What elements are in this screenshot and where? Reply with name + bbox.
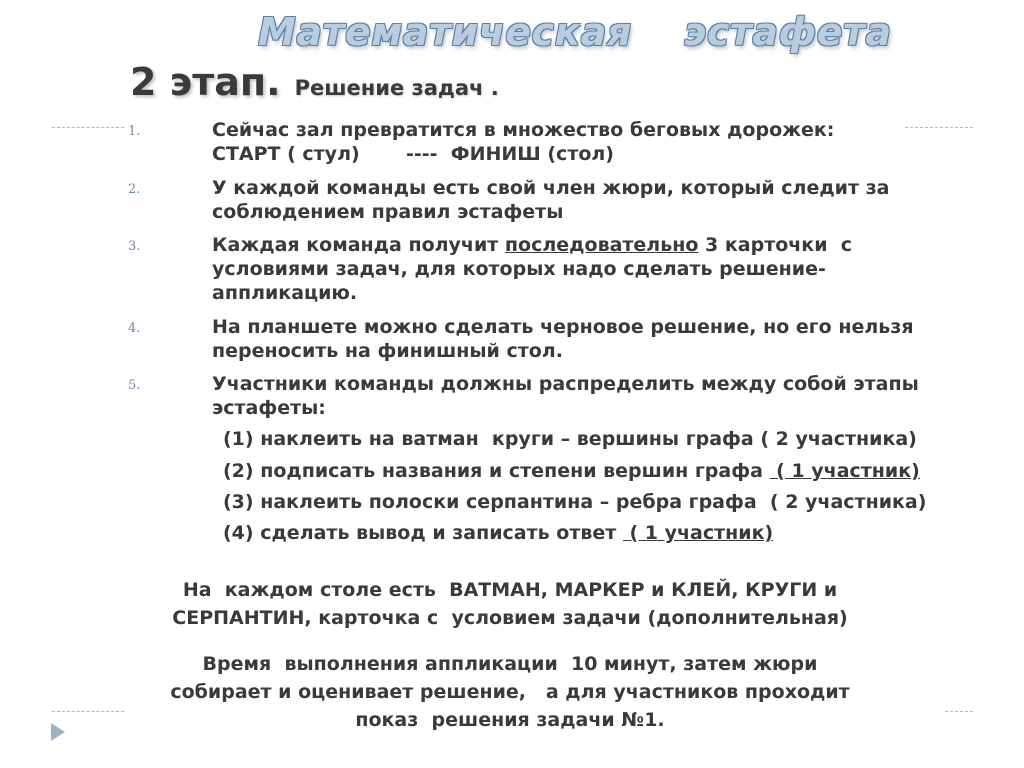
list-line: переносить на финишный стол. [212,340,563,362]
list-text [212,176,1012,224]
list-line: соблюдением правил эстафеты [212,201,564,223]
step-underlined: ( 1 участник) [769,460,920,482]
list-number: 5. [128,378,141,393]
step-text: (3) наклеить полоски серпантина – ребра графа ( 2 участника) [223,491,927,513]
step-text: (2) подписать названия и степени вершин графа [223,460,770,482]
list-line: На планшете можно сделать черновое решение, но его нельзя [212,316,914,338]
time-note [130,650,890,734]
list-number: 1. [128,124,141,139]
title-word-1: Математическая [258,10,632,54]
time-line: собирает и оценивает решение, а для участников проходит [170,681,850,703]
divider-top-left [52,127,124,128]
materials-note [90,576,930,632]
stage-heading [130,60,499,104]
note-line: СЕРПАНТИН, карточка с условием задачи (дополнительная) [172,607,848,629]
title-word-2: эстафета [683,10,892,54]
step-text: (1) наклеить на ватман круги – вершины графа ( 2 участника) [223,428,917,450]
list-line [212,233,1012,257]
step-item [223,460,920,482]
list-line: У каждой команды есть свой член жюри, который следит за [212,177,890,199]
list-text [212,233,1012,305]
list-number: 2. [128,182,141,197]
list-line-part: Каждая команда получит [212,234,505,256]
note-line: На каждом столе есть ВАТМАН, МАРКЕР и КЛЕЙ, КРУГИ и [182,579,838,601]
list-line: Участники команды должны распределить между собой этапы [212,373,919,395]
list-line: эстафеты: [212,397,326,419]
list-line: аппликацию. [212,282,358,304]
step-text: (4) сделать вывод и записать ответ [223,522,623,544]
list-number: 4. [128,321,141,336]
underlined-word: последовательно [504,234,699,256]
list-line: СТАРТ ( стул) ---- ФИНИШ (стол) [212,143,614,165]
list-text [212,372,1012,420]
triangle-icon [51,723,65,741]
list-line: Сейчас зал превратится в множество беговых дорожек: [212,119,835,141]
divider-bottom-left [52,711,124,712]
time-line: Время выполнения аппликации 10 минут, затем жюри [202,653,818,675]
time-line: показ решения задачи №1. [355,709,665,731]
stage-subtitle: Решение задач . [294,76,499,100]
step-item [223,428,917,450]
stage-number: 2 этап. [130,60,281,104]
step-underlined: ( 1 участник) [622,522,774,544]
list-line: условиями задач, для которых надо сделать решение- [212,258,826,280]
list-line-part: 3 карточки с [698,234,852,256]
step-item [223,491,926,513]
list-number: 3. [128,239,141,254]
divider-bottom-right [945,711,973,712]
list-text [212,315,1012,363]
slide-title [258,10,898,54]
step-item [223,522,773,544]
list-text [212,118,1012,166]
